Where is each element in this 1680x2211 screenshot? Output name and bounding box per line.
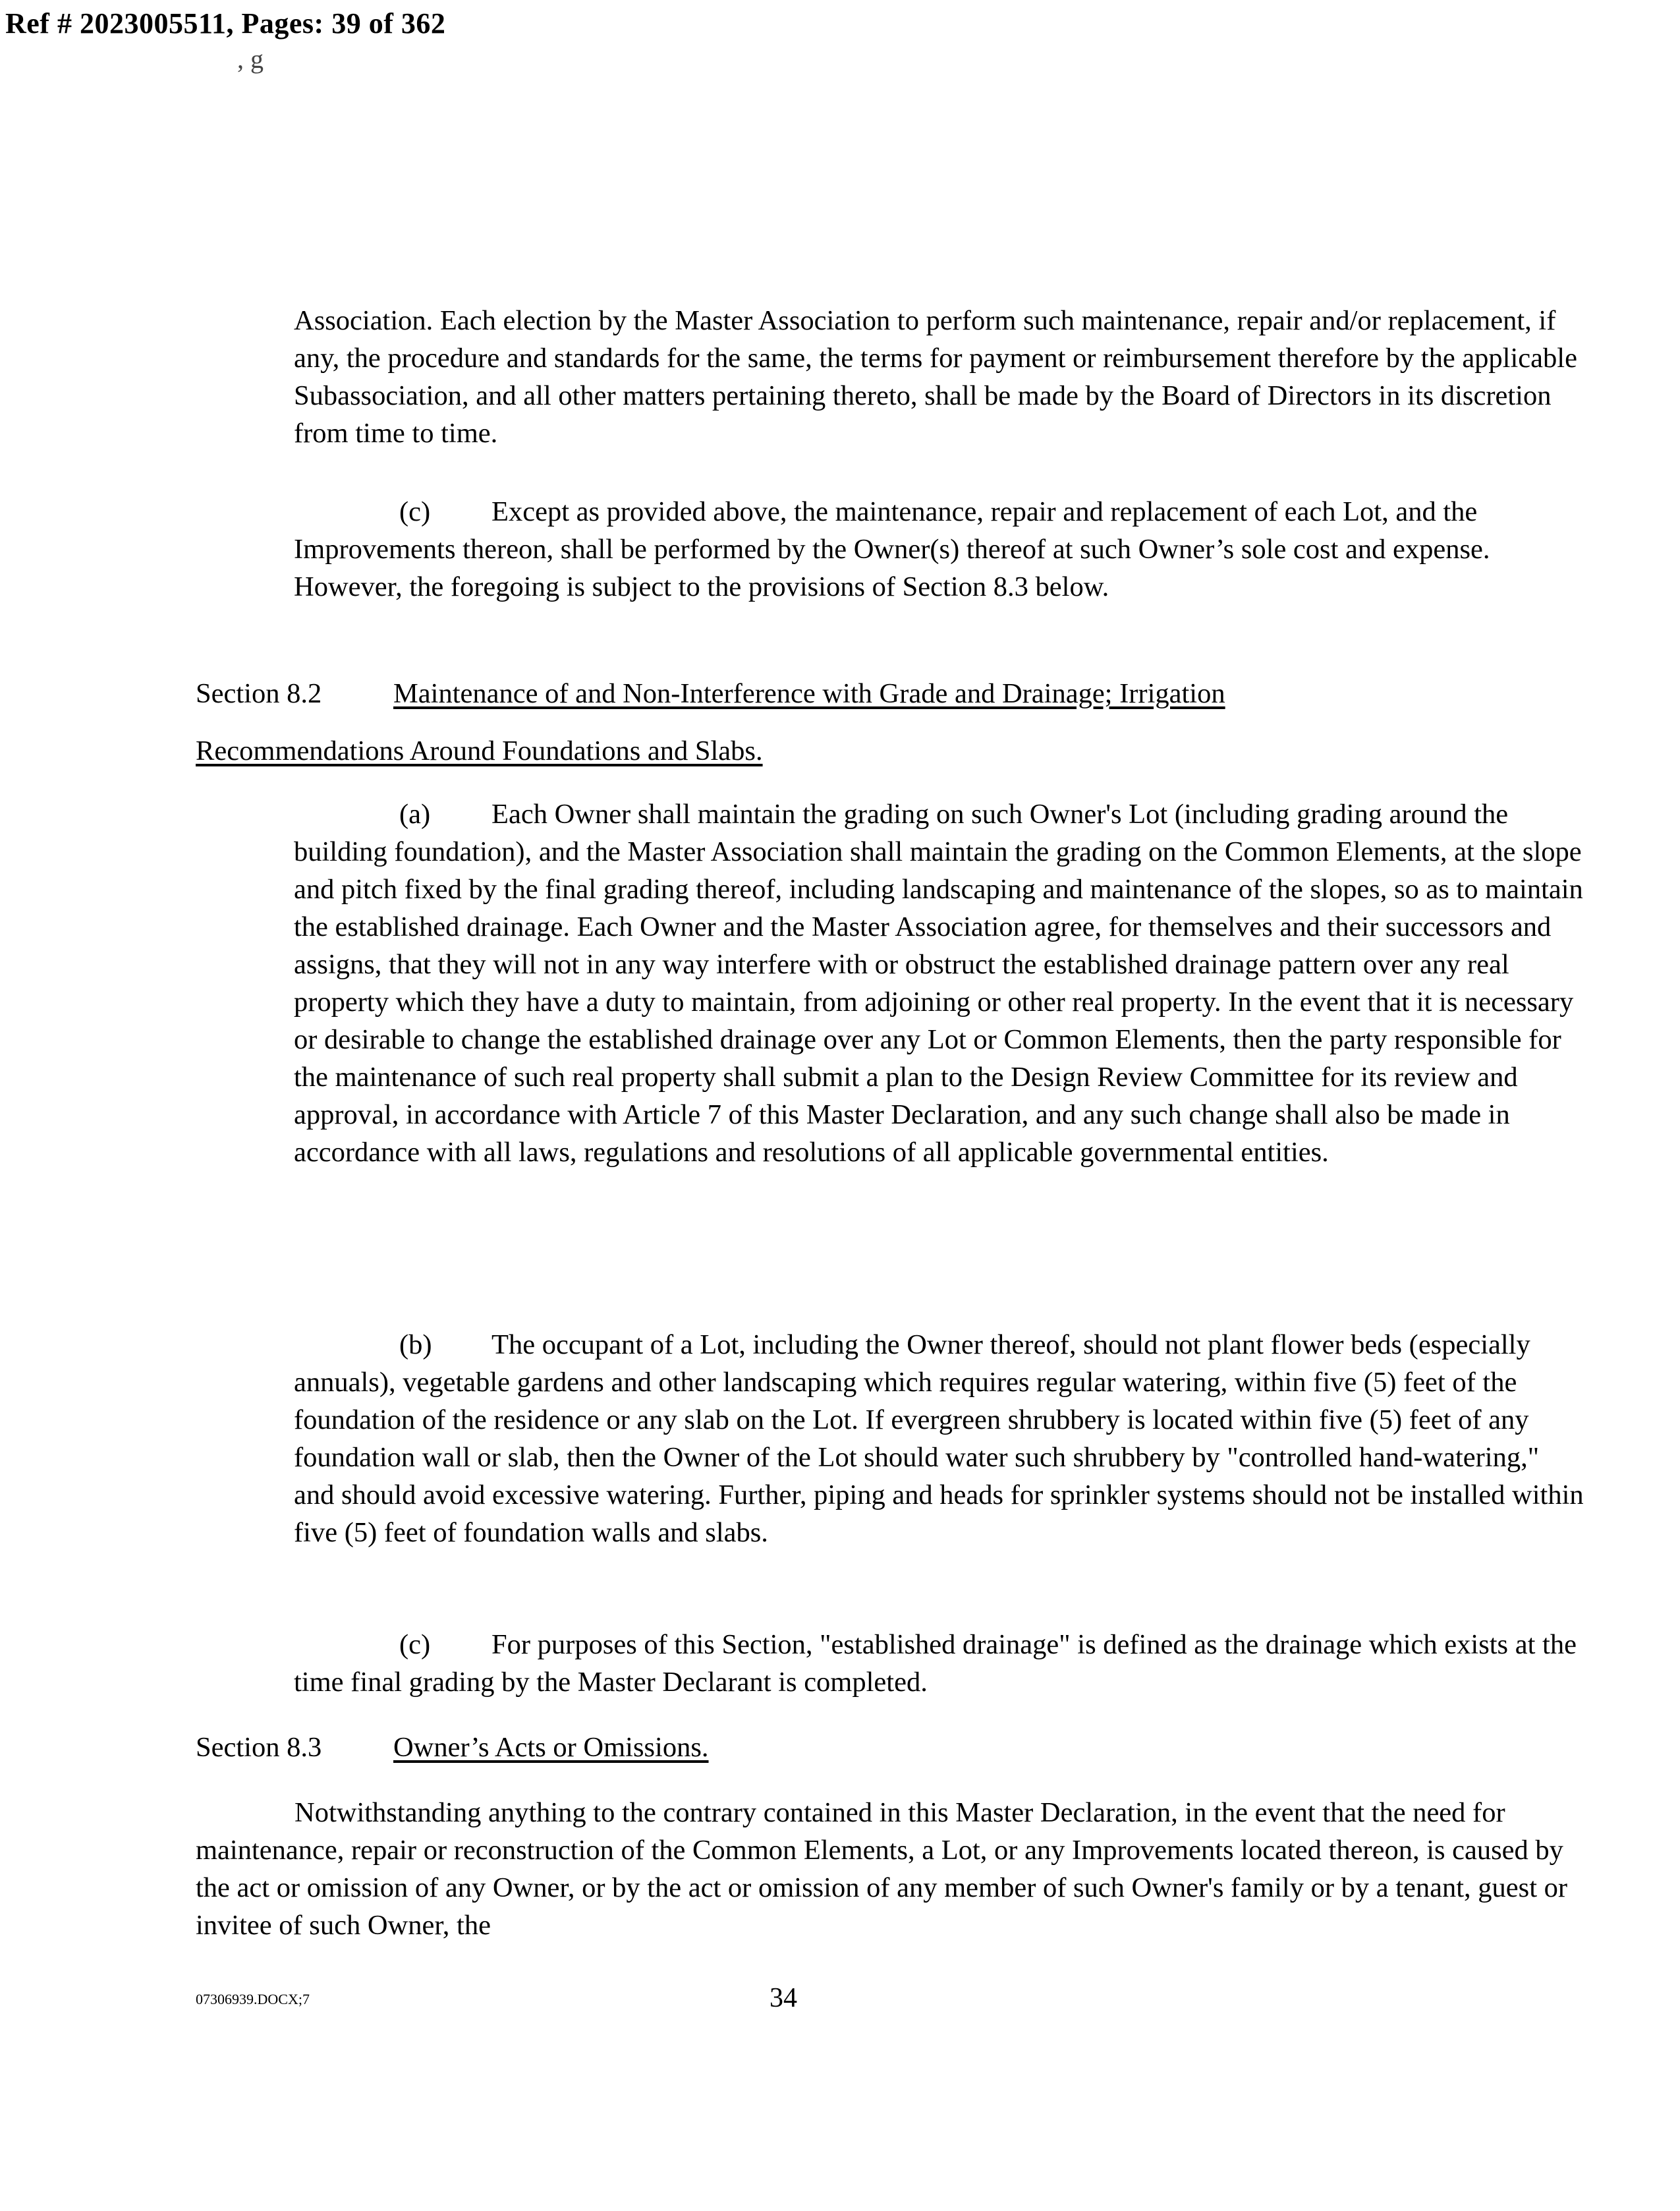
- section-number: Section 8.3: [196, 1732, 322, 1763]
- document-reference-header: Ref # 2023005511, Pages: 39 of 362: [5, 7, 446, 40]
- subsection-text: Each Owner shall maintain the grading on such Owner's Lot (including grading around the building foundation), and the Master Association shall maintain the grading on the Common Elements, at the slope and pitch fixed by the final grading thereof, including landscaping and maintenance of the slopes, so as to maintain the established drainage. Each Owner and the Master Association agree, for themselves and their successors and assigns, that they will not in any way interfere with or obstruct the established drainage pattern over any real property which they have a duty to maintain, from adjoining or other real property. In the event that it is necessary or desirable to change the established drainage over any Lot or Common Elements, then the party responsible for the maintenance of such real property shall submit a plan to the Design Review Committee for its review and approval, in accordance with Article 7 of this Master Declaration, and any such change shall also be made in accordance with all laws, regulations and resolutions of all applicable governmental entities.: [294, 799, 1583, 1168]
- subsection-label: (a): [399, 799, 431, 830]
- footer-page-number: 34: [770, 1983, 797, 2013]
- cropped-header-fragment: , g: [237, 44, 264, 74]
- subsection-label: (c): [399, 1629, 431, 1660]
- section-number: Section 8.2: [196, 678, 322, 709]
- subsection-c-maintenance: [294, 493, 1585, 606]
- continuation-paragraph: Association. Each election by the Master Association to perform such maintenance, repair and/or replacement, if any, the procedure and standards for the same, the terms for payment or reimbursement therefore by the applicable Subassociation, and all other matters pertaining thereto, shall be made by the Board of Directors in its discretion from time to time.: [294, 305, 1577, 449]
- subsection-label: (c): [399, 496, 431, 527]
- subsection-a-grading: [294, 795, 1585, 1171]
- subsection-text: For purposes of this Section, "established drainage" is defined as the drainage which exists at the time final grading by the Master Declarant is completed.: [294, 1629, 1577, 1698]
- subsection-text: The occupant of a Lot, including the Owner thereof, should not plant flower beds (especially annuals), vegetable gardens and other landscaping which requires regular watering, within five (5) feet of the foundation of the residence or any slab on the Lot. If evergreen shrubbery is located within five (5) feet of any foundation wall or slab, then the Owner of the Lot should water such shrubbery by "controlled hand-watering," and should avoid excessive watering. Further, piping and heads for sprinkler systems should not be installed within five (5) feet of foundation walls and slabs.: [294, 1329, 1584, 1548]
- section-title-line1: Maintenance of and Non-Interference with Grade and Drainage; Irrigation: [393, 678, 1225, 709]
- subsection-label: (b): [399, 1329, 432, 1360]
- section-8-2-heading: [196, 675, 1612, 712]
- footer-document-id: 07306939.DOCX;7: [196, 1991, 310, 2007]
- section-title: Owner’s Acts or Omissions.: [393, 1732, 709, 1763]
- section-body-text: Notwithstanding anything to the contrary contained in this Master Declaration, in the event that the need for maintenance, repair or reconstruction of the Common Elements, a Lot, or any Improvements located thereon, is caused by the act or omission of any Owner, or by the act or omission of any member of such Owner's family or by a tenant, guest or invitee of such Owner, the: [196, 1797, 1568, 1941]
- section-8-2-heading-continued: [196, 732, 1612, 770]
- section-title-line2: Recommendations Around Foundations and Slabs.: [196, 735, 763, 766]
- subsection-text: Except as provided above, the maintenance, repair and replacement of each Lot, and the Improvements thereon, shall be performed by the Owner(s) thereof at such Owner’s sole cost and expense. However, the foregoing is subject to the provisions of Section 8.3 below.: [294, 496, 1490, 602]
- section-8-3-heading: [196, 1729, 1612, 1766]
- subsection-b-irrigation: [294, 1326, 1585, 1551]
- section-8-3-body: [196, 1794, 1599, 1944]
- subsection-c-drainage-definition: [294, 1626, 1585, 1701]
